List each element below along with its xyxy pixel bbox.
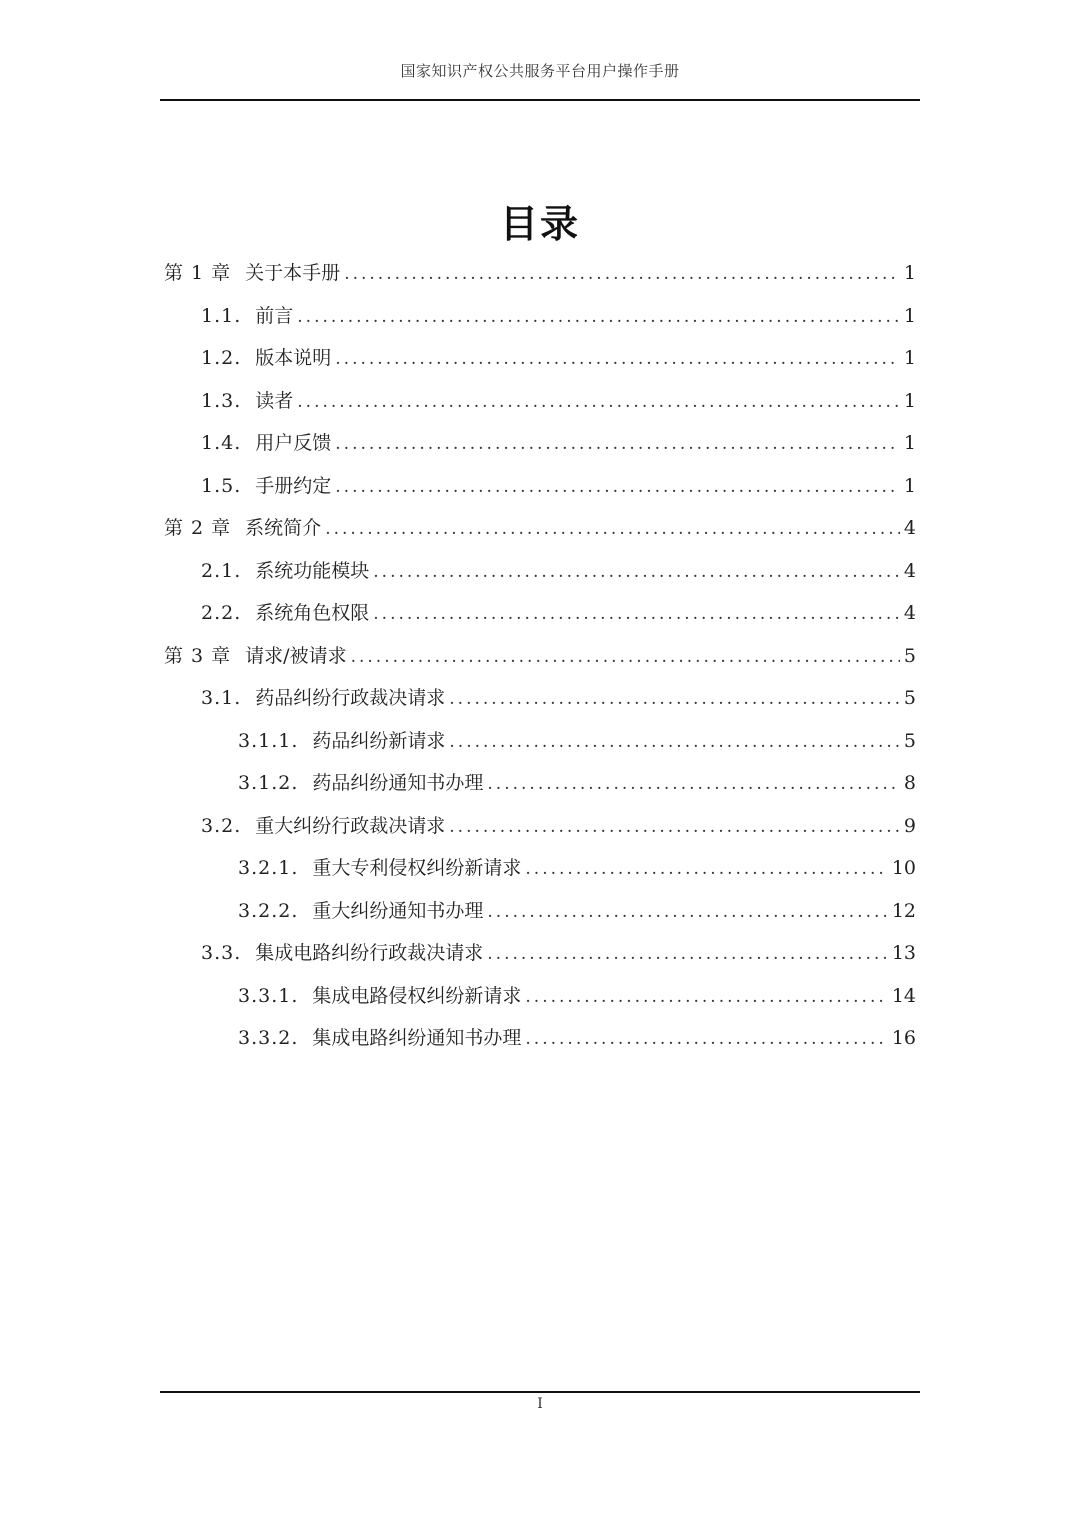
toc-entry-number: 第 3 章 — [164, 644, 232, 667]
table-of-contents — [164, 252, 916, 1060]
toc-entry-page: 10 — [891, 857, 916, 879]
toc-entry-page: 1 — [903, 262, 916, 284]
toc-entry[interactable] — [164, 805, 916, 848]
toc-entry[interactable] — [164, 890, 916, 933]
toc-dot-leader — [449, 806, 900, 849]
toc-dot-leader — [335, 423, 900, 466]
toc-entry-page: 5 — [903, 644, 916, 667]
toc-entry-title: 重大专利侵权纠纷新请求 — [312, 857, 522, 879]
toc-entry-number: 1.3. — [201, 389, 242, 412]
toc-entry-number: 第 2 章 — [164, 517, 232, 539]
toc-entry-page: 4 — [903, 559, 916, 582]
toc-entry-number: 第 1 章 — [164, 262, 232, 284]
toc-entry[interactable] — [164, 677, 916, 720]
toc-dot-leader — [449, 721, 900, 764]
toc-entry-number: 1.2. — [201, 347, 242, 369]
toc-dot-leader — [335, 466, 900, 509]
toc-entry-number: 3.3.1. — [238, 984, 299, 1007]
toc-entry-number: 3.3.2. — [238, 1027, 299, 1049]
toc-entry-title: 集成电路纠纷行政裁决请求 — [255, 942, 484, 964]
toc-dot-leader — [297, 296, 900, 339]
toc-entry-page: 13 — [891, 942, 916, 964]
toc-entry[interactable] — [164, 720, 916, 763]
toc-dot-leader — [487, 933, 888, 976]
toc-entry[interactable] — [164, 1017, 916, 1060]
toc-dot-leader — [449, 678, 900, 721]
toc-entry-page: 14 — [891, 984, 916, 1007]
toc-entry[interactable] — [164, 380, 916, 423]
toc-entry-number: 1.1. — [201, 304, 242, 327]
toc-entry-number: 3.2. — [201, 814, 242, 837]
toc-entry-page: 16 — [891, 1027, 916, 1049]
toc-entry-title: 重大纠纷行政裁决请求 — [255, 814, 446, 837]
toc-entry-page: 1 — [903, 347, 916, 369]
toc-entry-title: 集成电路侵权纠纷新请求 — [312, 984, 522, 1007]
toc-entry[interactable] — [164, 592, 916, 635]
toc-entry-page: 4 — [903, 517, 916, 539]
toc-entry-title: 请求/被请求 — [245, 644, 347, 667]
toc-entry-number: 3.1.2. — [238, 772, 299, 794]
toc-dot-leader — [297, 381, 900, 424]
toc-entry-page: 5 — [903, 687, 916, 709]
toc-entry-title: 系统简介 — [245, 517, 322, 539]
toc-dot-leader — [373, 593, 900, 636]
toc-entry-number: 3.1. — [201, 687, 242, 709]
toc-entry-page: 8 — [903, 772, 916, 794]
toc-dot-leader — [373, 551, 900, 594]
toc-entry-title: 药品纠纷新请求 — [312, 729, 446, 752]
toc-entry[interactable] — [164, 975, 916, 1018]
toc-entry[interactable] — [164, 465, 916, 508]
toc-entry[interactable] — [164, 932, 916, 975]
toc-entry[interactable] — [164, 295, 916, 338]
toc-entry-number: 2.1. — [201, 559, 242, 582]
footer-divider — [160, 1391, 920, 1393]
toc-dot-leader — [525, 1018, 887, 1061]
toc-entry-title: 集成电路纠纷通知书办理 — [312, 1027, 522, 1049]
toc-entry-number: 1.4. — [201, 432, 242, 454]
toc-entry[interactable] — [164, 422, 916, 465]
toc-entry-number: 1.5. — [201, 474, 242, 497]
toc-entry-title: 药品纠纷行政裁决请求 — [255, 687, 446, 709]
toc-entry-title: 关于本手册 — [245, 262, 341, 284]
toc-entry[interactable] — [164, 847, 916, 890]
toc-entry-number: 3.3. — [201, 942, 242, 964]
toc-entry-page: 4 — [903, 602, 916, 624]
toc-entry[interactable] — [164, 550, 916, 593]
toc-entry[interactable] — [164, 337, 916, 380]
toc-entry-page: 1 — [903, 432, 916, 454]
toc-dot-leader — [351, 636, 900, 679]
toc-entry[interactable] — [164, 635, 916, 678]
toc-entry-number: 3.1.1. — [238, 729, 299, 752]
toc-title: 目录 — [499, 202, 580, 247]
toc-entry-title: 用户反馈 — [255, 432, 332, 454]
header-divider — [160, 99, 920, 101]
toc-dot-leader — [487, 763, 900, 806]
toc-dot-leader — [335, 338, 900, 381]
toc-entry-title: 手册约定 — [255, 474, 332, 497]
toc-entry-number: 3.2.2. — [238, 899, 299, 922]
toc-entry[interactable] — [164, 507, 916, 550]
toc-entry-title: 版本说明 — [255, 347, 332, 369]
toc-entry[interactable] — [164, 762, 916, 805]
toc-entry-title: 前言 — [255, 304, 294, 327]
toc-entry-page: 5 — [903, 729, 916, 752]
toc-dot-leader — [487, 891, 887, 934]
toc-dot-leader — [344, 253, 900, 296]
toc-entry-page: 9 — [903, 814, 916, 837]
running-header: 国家知识产权公共服务平台用户操作手册 — [400, 62, 680, 80]
toc-entry-number: 3.2.1. — [238, 857, 299, 879]
toc-entry-title: 药品纠纷通知书办理 — [312, 772, 484, 794]
toc-entry-number: 2.2. — [201, 602, 242, 624]
toc-entry-page: 1 — [903, 304, 916, 327]
toc-dot-leader — [525, 848, 887, 891]
toc-entry-page: 1 — [903, 389, 916, 412]
toc-entry-title: 系统功能模块 — [255, 559, 370, 582]
toc-entry[interactable] — [164, 252, 916, 295]
toc-entry-title: 重大纠纷通知书办理 — [312, 899, 484, 922]
toc-dot-leader — [325, 508, 900, 551]
toc-entry-title: 系统角色权限 — [255, 602, 370, 624]
page-number: I — [537, 1396, 543, 1412]
toc-entry-page: 1 — [903, 474, 916, 497]
toc-entry-title: 读者 — [255, 389, 294, 412]
toc-dot-leader — [525, 976, 887, 1019]
toc-entry-page: 12 — [891, 899, 916, 922]
